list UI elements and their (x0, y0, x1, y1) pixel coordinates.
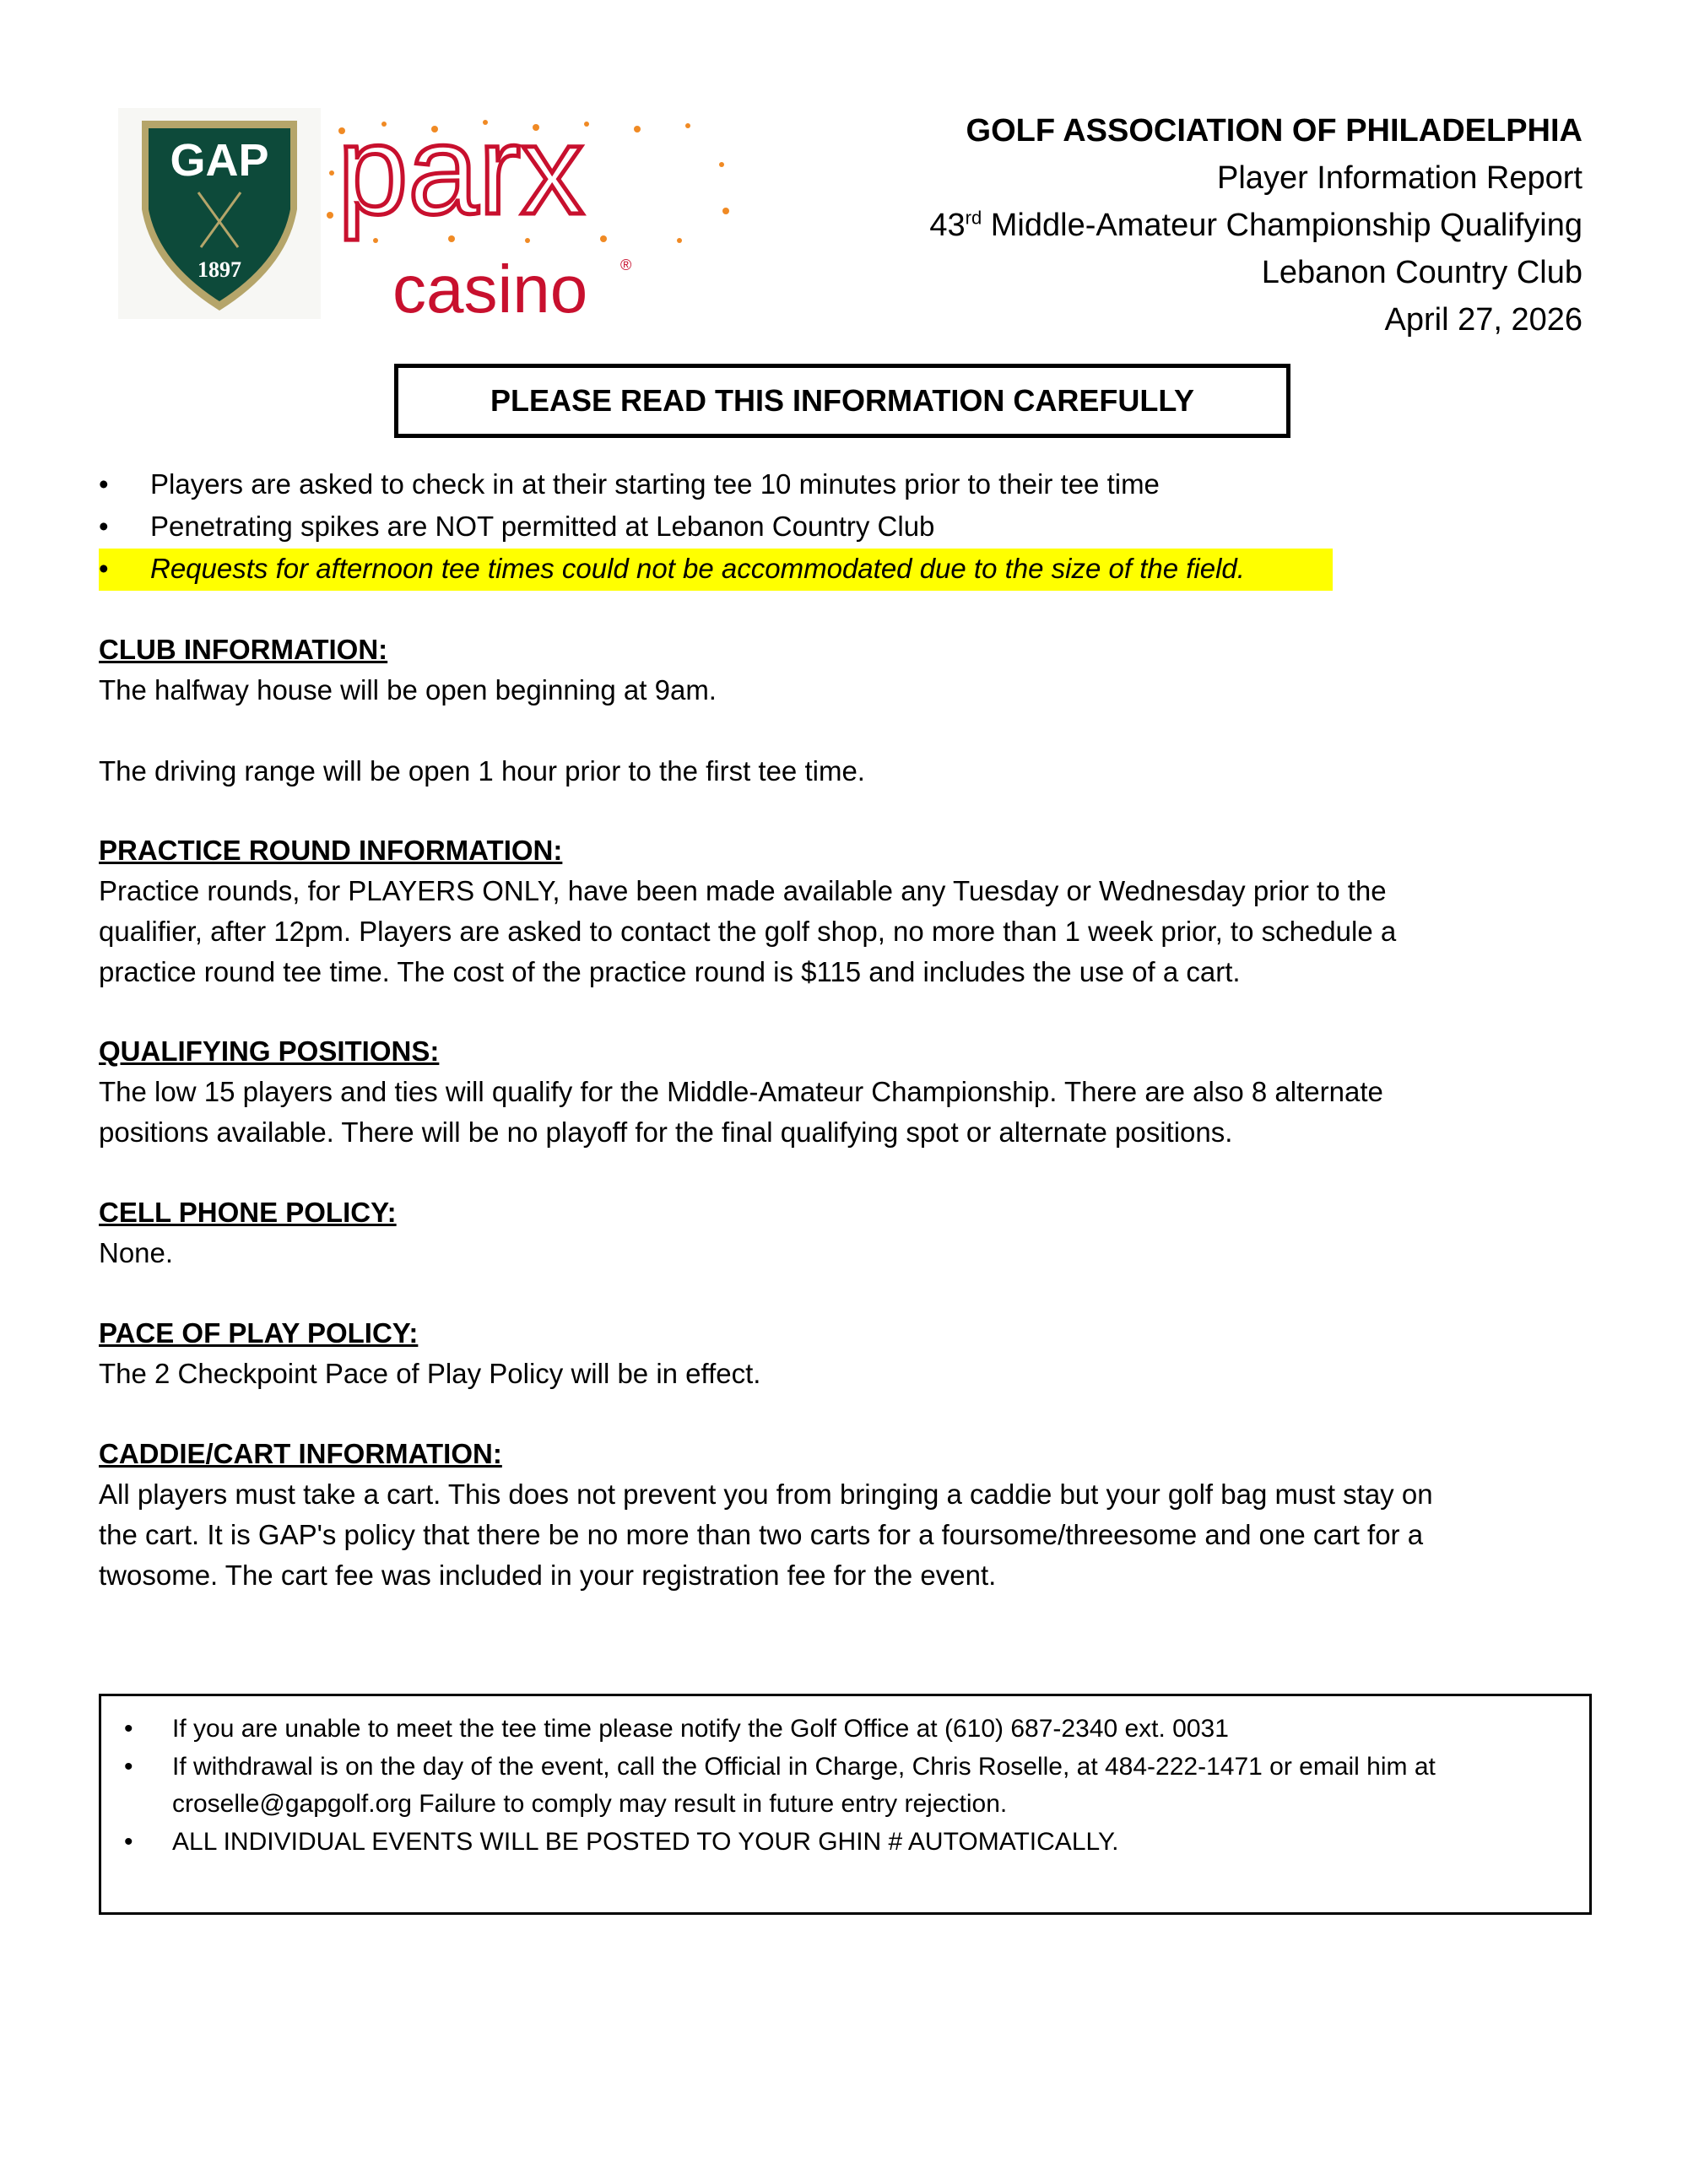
contact-info-box (99, 1694, 1592, 1915)
section-pace-of-play (99, 1313, 760, 1394)
section-text: practice round tee time. The cost of the practice round is $115 and includes the use of a cart. (99, 956, 1241, 987)
section-text: twosome. The cart fee was included in your registration fee for the event. (99, 1560, 997, 1591)
event-title (929, 202, 1582, 249)
bullet-icon: • (99, 468, 109, 500)
section-text: The low 15 players and ties will qualify for the Middle-Amateur Championship. There are also 8 alternate (99, 1076, 1383, 1107)
venue: Lebanon Country Club (1261, 255, 1582, 290)
section-text: The driving range will be open 1 hour prior to the first tee time. (99, 755, 865, 787)
box-text: If you are unable to meet the tee time please notify the Golf Office at (610) 687-2340 ext. 0031 (172, 1715, 1229, 1743)
bullet-icon: • (124, 1753, 133, 1781)
section-heading: PACE OF PLAY POLICY: (99, 1317, 419, 1349)
section-text: the cart. It is GAP's policy that there be no more than two carts for a foursome/threesome and one cart for a (99, 1519, 1424, 1550)
section-text: None. (99, 1237, 174, 1268)
bullet-icon: • (99, 511, 109, 542)
casino-wordmark: casino (392, 251, 588, 325)
bullet-icon: • (124, 1828, 133, 1856)
section-text: positions available. There will be no playoff for the final qualifying spot or alternate positions. (99, 1116, 1233, 1148)
bullet-text: Requests for afternoon tee times could not be accommodated due to the size of the field. (150, 553, 1245, 584)
gap-logo-letters: GAP (170, 135, 269, 186)
bullet-icon: • (99, 553, 109, 584)
bullet-icon: • (124, 1715, 133, 1743)
box-text: croselle@gapgolf.org Failure to comply may result in future entry rejection. (172, 1790, 1008, 1818)
section-text: qualifier, after 12pm. Players are asked to contact the golf shop, no more than 1 week prior, to schedule a (99, 916, 1397, 947)
section-practice-round (99, 830, 1396, 992)
list-item-highlighted (99, 549, 1333, 591)
section-heading: QUALIFYING POSITIONS: (99, 1035, 440, 1067)
parx-casino-logo (325, 114, 772, 325)
section-heading: CELL PHONE POLICY: (99, 1197, 397, 1228)
event-ordinal: rd (965, 207, 982, 229)
notice-banner (394, 364, 1290, 438)
registered-mark: ® (620, 257, 632, 273)
event-date: April 27, 2026 (1384, 302, 1582, 338)
section-club-information (99, 630, 865, 792)
gap-logo (118, 108, 321, 319)
list-item (99, 506, 1601, 547)
report-title: Player Information Report (1217, 160, 1582, 196)
section-text: The 2 Checkpoint Pace of Play Policy will be in effect. (99, 1358, 761, 1389)
event-name: Middle-Amateur Championship Qualifying (982, 208, 1582, 243)
parx-wordmark: parx (338, 114, 584, 241)
gap-logo-year: 1897 (197, 257, 241, 282)
event-number: 43 (929, 208, 966, 243)
notice-text: PLEASE READ THIS INFORMATION CAREFULLY (490, 383, 1195, 418)
header-block (929, 107, 1582, 343)
section-qualifying-positions (99, 1031, 1383, 1153)
org-name: GOLF ASSOCIATION OF PHILADELPHIA (966, 113, 1582, 149)
bullet-text: Players are asked to check in at their starting tee 10 minutes prior to their tee time (150, 468, 1160, 500)
list-item (99, 464, 1601, 505)
section-text: The halfway house will be open beginning at 9am. (99, 674, 717, 705)
section-cell-phone-policy (99, 1192, 397, 1273)
section-caddie-cart (99, 1434, 1433, 1596)
box-text: If withdrawal is on the day of the event, call the Official in Charge, Chris Roselle, at 484-222-1471 or email him at (172, 1753, 1436, 1781)
section-heading: PRACTICE ROUND INFORMATION: (99, 835, 563, 866)
section-heading: CLUB INFORMATION: (99, 634, 388, 665)
bullet-text: Penetrating spikes are NOT permitted at Lebanon Country Club (150, 511, 935, 542)
section-text: Practice rounds, for PLAYERS ONLY, have been made available any Tuesday or Wednesday prior to the (99, 875, 1387, 906)
box-text: ALL INDIVIDUAL EVENTS WILL BE POSTED TO YOUR GHIN # AUTOMATICALLY. (172, 1828, 1119, 1856)
section-text: All players must take a cart. This does not prevent you from bringing a caddie but your golf bag must stay on (99, 1479, 1433, 1510)
section-heading: CADDIE/CART INFORMATION: (99, 1438, 502, 1469)
